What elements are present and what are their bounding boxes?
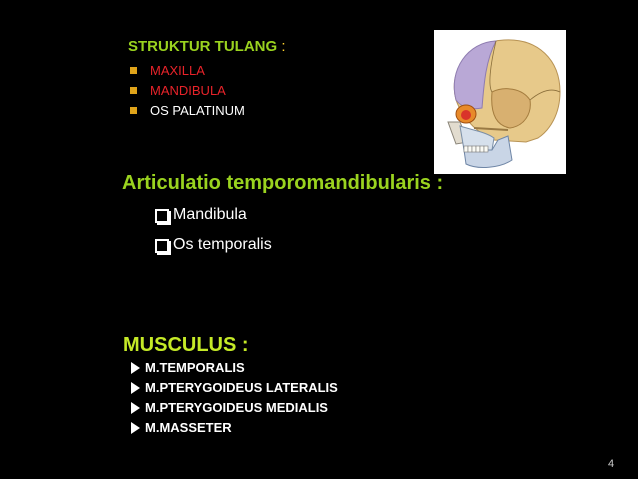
structure-item-label: MANDIBULA	[150, 83, 226, 98]
musculus-item-label: M.PTERYGOIDEUS MEDIALIS	[145, 400, 328, 415]
musculus-list	[131, 358, 338, 438]
musculus-item-pterygoideus-medialis	[131, 398, 338, 418]
articulatio-item-mandibula	[151, 204, 272, 234]
structure-item-label: MAXILLA	[150, 63, 205, 78]
structure-item-label: OS PALATINUM	[150, 103, 245, 118]
musculus-item-label: M.MASSETER	[145, 420, 232, 435]
structure-title-text: STRUKTUR TULANG	[128, 38, 278, 55]
structure-title-colon: :	[277, 38, 286, 55]
square-bullet-icon	[130, 87, 137, 94]
page-number: 4	[608, 458, 615, 470]
articulatio-list	[151, 204, 272, 264]
structure-item-os-palatinum	[128, 101, 245, 121]
arrow-bullet-icon	[131, 402, 140, 414]
square-bullet-icon	[130, 107, 137, 114]
musculus-item-temporalis	[131, 358, 338, 378]
checkbox-bullet-icon	[155, 209, 169, 223]
articulatio-item-os-temporalis	[151, 234, 272, 264]
musculus-title: MUSCULUS :	[123, 334, 249, 356]
arrow-bullet-icon	[131, 382, 140, 394]
articulatio-item-label: Os temporalis	[173, 236, 272, 253]
square-bullet-icon	[130, 67, 137, 74]
musculus-item-pterygoideus-lateralis	[131, 378, 338, 398]
musculus-item-label: M.TEMPORALIS	[145, 360, 245, 375]
arrow-bullet-icon	[131, 422, 140, 434]
checkbox-bullet-icon	[155, 239, 169, 253]
structure-item-maxilla	[128, 61, 245, 81]
structure-list	[128, 61, 245, 121]
arrow-bullet-icon	[131, 362, 140, 374]
articulatio-item-label: Mandibula	[173, 206, 247, 223]
skull-illustration	[434, 30, 566, 174]
skull-image	[434, 30, 566, 174]
articulatio-title: Articulatio temporomandibularis :	[122, 172, 444, 194]
musculus-item-label: M.PTERYGOIDEUS LATERALIS	[145, 380, 338, 395]
musculus-item-masseter	[131, 418, 338, 438]
structure-title	[128, 38, 286, 55]
structure-item-mandibula	[128, 81, 245, 101]
